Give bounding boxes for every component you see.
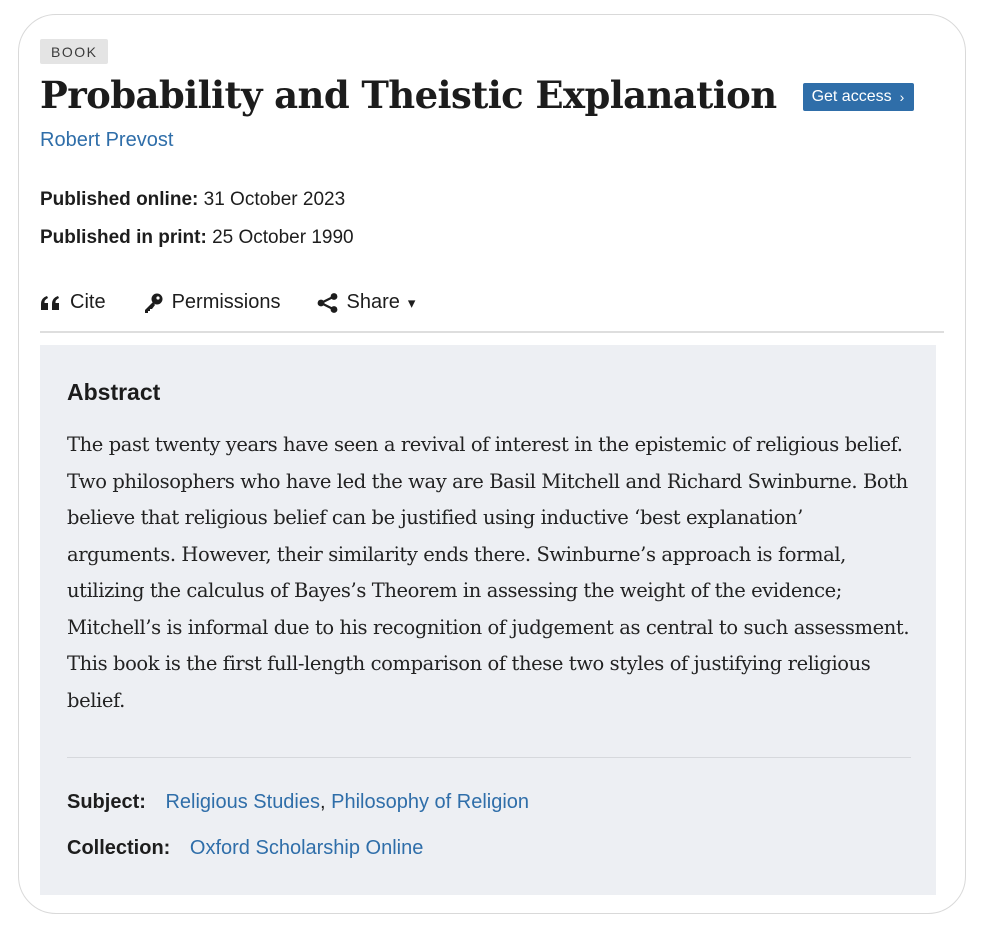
page-title: Probability and Theistic Explanation bbox=[40, 73, 777, 117]
subject-label: Subject: bbox=[67, 791, 146, 813]
published-online bbox=[40, 189, 345, 211]
abstract-divider bbox=[67, 757, 911, 758]
abstract-heading: Abstract bbox=[67, 379, 161, 405]
collection-link[interactable]: Oxford Scholarship Online bbox=[189, 837, 424, 859]
permissions-button[interactable] bbox=[142, 291, 281, 314]
share-icon bbox=[317, 293, 339, 313]
quote-icon bbox=[40, 295, 62, 311]
collection-label: Collection: bbox=[67, 837, 171, 859]
get-access-button[interactable] bbox=[803, 83, 915, 111]
chevron-right-icon: › bbox=[899, 89, 905, 105]
subject-row bbox=[67, 791, 529, 814]
published-online-label: Published online: bbox=[40, 189, 199, 210]
subject-link-religious-studies[interactable]: Religious Studies bbox=[165, 791, 320, 813]
permissions-label: Permissions bbox=[171, 291, 281, 313]
abstract-panel bbox=[40, 345, 936, 895]
share-button[interactable] bbox=[317, 291, 416, 314]
published-print-label: Published in print: bbox=[40, 227, 207, 248]
book-badge: BOOK bbox=[40, 39, 108, 64]
share-label: Share bbox=[346, 291, 400, 313]
abstract-text: The past twenty years have seen a revival of interest in the epistemic of religious belief. Two philosophers who have led the way are Basil Mitchell and Richard Swinburne. Both believe that religious belief can be justified using inductive ‘best explanation’ arguments. However, their similarity ends there. Swinburne’s approach is formal, utilizing the calculus of Bayes’s Theorem in assessing the weight of the evidence; Mitchell’s is informal due to his recognition of judgement as central to such assessment. This book is the first full-length comparison of these two styles of justifying religious belief. bbox=[67, 433, 910, 712]
cite-label: Cite bbox=[70, 291, 106, 313]
cite-button[interactable] bbox=[40, 291, 106, 314]
book-card bbox=[18, 14, 966, 914]
action-bar bbox=[40, 291, 451, 314]
collection-row bbox=[67, 837, 423, 860]
title-row bbox=[40, 73, 914, 117]
author-link[interactable]: Robert Prevost bbox=[40, 129, 174, 151]
caret-down-icon: ▾ bbox=[407, 294, 416, 312]
published-print-value: 25 October 1990 bbox=[212, 227, 354, 248]
subject-separator: , bbox=[320, 791, 326, 813]
published-in-print bbox=[40, 227, 354, 249]
key-icon bbox=[142, 292, 164, 314]
subject-link-philosophy-of-religion[interactable]: Philosophy of Religion bbox=[331, 791, 530, 813]
published-online-value: 31 October 2023 bbox=[203, 189, 346, 210]
header-divider bbox=[40, 331, 944, 333]
get-access-label: Get access bbox=[811, 88, 892, 105]
